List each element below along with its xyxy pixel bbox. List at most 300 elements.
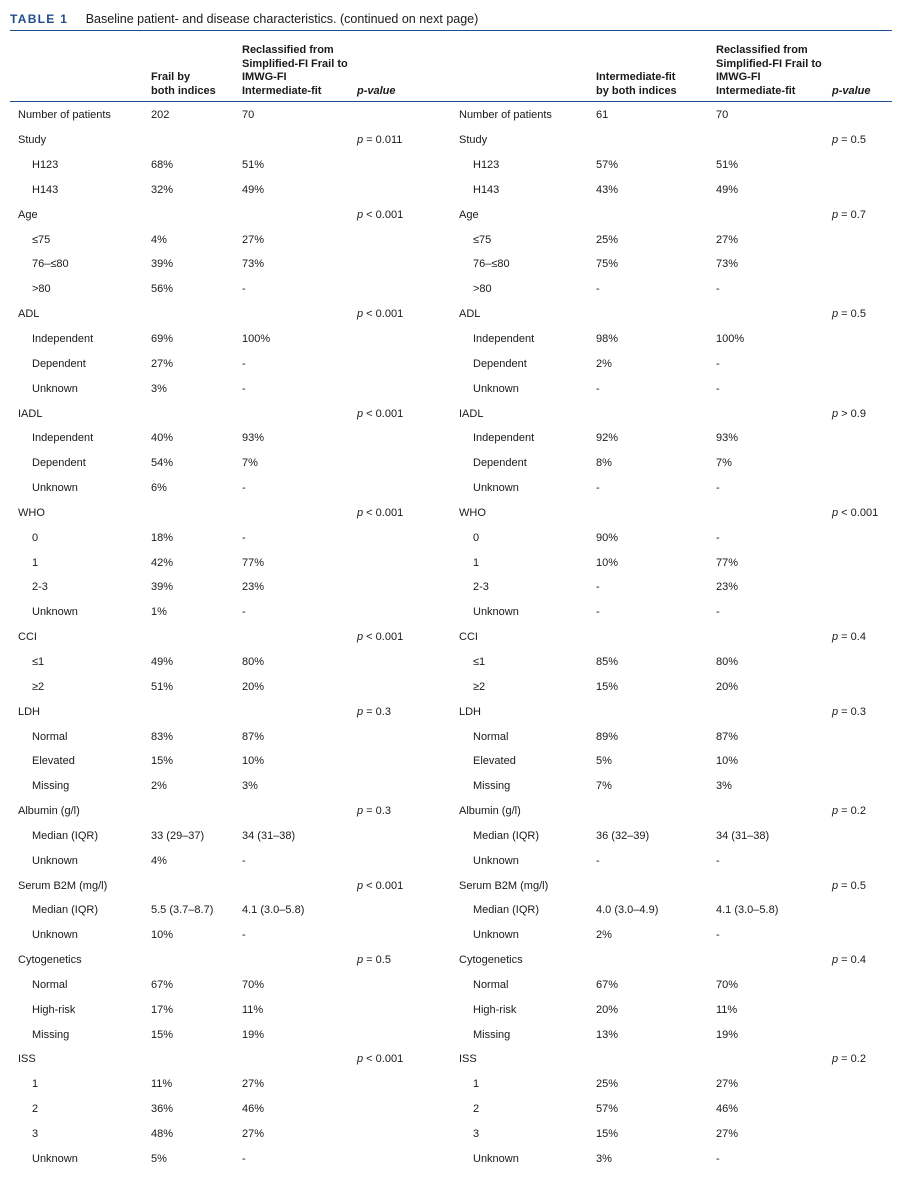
p-value-cell: p = 0.5 <box>357 954 391 967</box>
p-value-cell <box>357 426 450 451</box>
value-cell <box>242 302 357 327</box>
p-value-cell <box>357 525 450 550</box>
right-table-row <box>451 973 896 998</box>
value-cell: 10% <box>242 755 265 768</box>
p-value-cell <box>357 277 450 302</box>
right-table-row <box>451 351 896 376</box>
value-cell: 90% <box>596 531 619 544</box>
row-label: Unknown <box>473 929 519 942</box>
value-cell: 7% <box>596 780 612 793</box>
right-table-row <box>451 302 896 327</box>
left-table-row <box>10 327 450 352</box>
value-cell: 51% <box>151 680 174 693</box>
value-cell: 100% <box>716 333 745 346</box>
value-cell <box>596 873 716 898</box>
p-value-cell: p = 0.4 <box>832 954 866 967</box>
row-label: Missing <box>32 780 70 793</box>
row-label: 0 <box>473 531 480 544</box>
value-cell: 70% <box>716 978 739 991</box>
value-cell <box>151 873 242 898</box>
value-cell: 70 <box>716 109 729 122</box>
value-cell: 56% <box>151 283 174 296</box>
p-value-cell <box>357 351 450 376</box>
p-value-cell <box>832 674 896 699</box>
p-value-cell <box>832 823 896 848</box>
value-cell: 75% <box>596 258 619 271</box>
row-label: Dependent <box>473 357 527 370</box>
row-label: CCI <box>459 631 478 644</box>
row-label: Albumin (g/l) <box>459 805 521 818</box>
row-label: Normal <box>32 730 68 743</box>
value-cell: - <box>716 531 720 544</box>
p-value-cell: p = 0.5 <box>832 134 866 147</box>
value-cell: 27% <box>242 233 265 246</box>
left-table-row <box>10 550 450 575</box>
row-label: Elevated <box>32 755 75 768</box>
p-value-cell <box>832 774 896 799</box>
p-value-cell <box>357 923 450 948</box>
value-cell <box>596 948 716 973</box>
value-cell: 67% <box>596 978 619 991</box>
row-label: 76–≤80 <box>32 258 69 271</box>
row-label: Normal <box>32 978 68 991</box>
right-header-p-value: p-value <box>832 84 871 97</box>
value-cell: 4% <box>151 233 167 246</box>
p-value-cell: p < 0.001 <box>357 1053 404 1066</box>
p-value-cell: p = 0.2 <box>832 805 866 818</box>
p-value-cell: p = 0.3 <box>832 705 866 718</box>
row-label: Number of patients <box>459 109 552 122</box>
value-cell: 57% <box>596 1103 619 1116</box>
p-value-cell <box>357 1022 450 1047</box>
row-label: Normal <box>473 730 509 743</box>
value-cell <box>151 699 242 724</box>
p-value-cell <box>832 227 896 252</box>
value-cell: 61 <box>596 109 609 122</box>
left-table-row <box>10 1122 450 1147</box>
value-cell: 25% <box>596 1078 619 1091</box>
right-table-row <box>451 476 896 501</box>
p-value-cell <box>357 650 450 675</box>
row-label: IADL <box>459 407 484 420</box>
value-cell: 10% <box>151 929 174 942</box>
right-table-row <box>451 799 896 824</box>
value-cell <box>716 501 832 526</box>
value-cell: 57% <box>596 159 619 172</box>
p-value-cell: p = 0.7 <box>832 208 866 221</box>
p-value-cell: p < 0.001 <box>357 308 404 321</box>
value-cell: 23% <box>242 581 265 594</box>
right-table-row <box>451 997 896 1022</box>
value-cell: 18% <box>151 531 174 544</box>
p-value-cell: p < 0.001 <box>357 506 404 519</box>
left-table-row <box>10 799 450 824</box>
row-label: Unknown <box>473 1152 519 1165</box>
value-cell: 49% <box>151 655 174 668</box>
row-label: >80 <box>473 283 492 296</box>
right-table-row <box>451 451 896 476</box>
row-label: Unknown <box>32 929 78 942</box>
right-table-row <box>451 1022 896 1047</box>
p-value-cell <box>357 1072 450 1097</box>
value-cell: 19% <box>716 1028 739 1041</box>
value-cell: - <box>242 382 246 395</box>
value-cell <box>151 302 242 327</box>
value-cell: 49% <box>242 183 265 196</box>
value-cell: 42% <box>151 556 174 569</box>
p-value-cell <box>832 898 896 923</box>
left-table-row <box>10 749 450 774</box>
row-label: H143 <box>473 183 500 196</box>
left-table-row <box>10 873 450 898</box>
right-table-row <box>451 898 896 923</box>
left-table-row <box>10 277 450 302</box>
p-value-cell <box>832 376 896 401</box>
p-value-cell <box>357 600 450 625</box>
value-cell: - <box>596 581 600 594</box>
right-table-row <box>451 376 896 401</box>
row-label: Age <box>459 208 479 221</box>
value-cell <box>242 625 357 650</box>
value-cell <box>151 799 242 824</box>
p-value-cell <box>357 823 450 848</box>
row-label: 1 <box>32 556 39 569</box>
value-cell: 4.1 (3.0–5.8) <box>242 904 305 917</box>
p-value-cell <box>832 973 896 998</box>
left-table-row <box>10 898 450 923</box>
p-value-cell <box>832 1122 896 1147</box>
value-cell: - <box>242 1152 246 1165</box>
value-cell: 20% <box>716 680 739 693</box>
right-table-row <box>451 674 896 699</box>
value-cell: - <box>242 531 246 544</box>
p-value-cell <box>357 898 450 923</box>
row-label: Serum B2M (mg/l) <box>459 879 549 892</box>
left-table-row <box>10 823 450 848</box>
value-cell: - <box>716 854 720 867</box>
value-cell: - <box>242 482 246 495</box>
left-table-row <box>10 1022 450 1047</box>
value-cell: 34 (31–38) <box>716 829 770 842</box>
value-cell: 11% <box>151 1078 173 1091</box>
value-cell: 7% <box>716 457 732 470</box>
value-cell: 87% <box>242 730 265 743</box>
left-table-row <box>10 774 450 799</box>
p-value-cell <box>832 575 896 600</box>
left-table-row <box>10 1146 450 1171</box>
value-cell: 3% <box>242 780 258 793</box>
row-label: ISS <box>459 1053 477 1066</box>
value-cell: 87% <box>716 730 739 743</box>
value-cell: 15% <box>151 1028 174 1041</box>
value-cell: 27% <box>716 1128 739 1141</box>
value-cell: 54% <box>151 457 174 470</box>
value-cell: 46% <box>716 1103 739 1116</box>
value-cell: - <box>716 283 720 296</box>
row-label: 3 <box>32 1128 39 1141</box>
p-value-cell <box>832 426 896 451</box>
p-value-cell: p = 0.5 <box>832 879 866 892</box>
row-label: Age <box>18 208 38 221</box>
value-cell <box>151 1047 242 1072</box>
value-cell: 27% <box>151 357 174 370</box>
table-caption <box>10 10 890 28</box>
row-label: ≤75 <box>473 233 492 246</box>
value-cell: 48% <box>151 1128 174 1141</box>
value-cell: 5.5 (3.7–8.7) <box>151 904 214 917</box>
right-table-row <box>451 401 896 426</box>
value-cell: - <box>716 929 720 942</box>
row-label: Number of patients <box>18 109 111 122</box>
row-label: Independent <box>32 432 94 445</box>
value-cell: 77% <box>716 556 739 569</box>
right-header-reclassified: Reclassified from Simplified-FI Frail to IMWG-FI Intermediate-fit <box>716 44 822 97</box>
p-value-cell <box>832 327 896 352</box>
row-label: Unknown <box>32 382 78 395</box>
value-cell: - <box>242 606 246 619</box>
right-table-row <box>451 923 896 948</box>
row-label: Unknown <box>32 1152 78 1165</box>
value-cell: - <box>716 482 720 495</box>
value-cell: 10% <box>716 755 739 768</box>
value-cell: - <box>596 482 600 495</box>
value-cell: 80% <box>242 655 265 668</box>
row-label: 76–≤80 <box>473 258 510 271</box>
value-cell: 6% <box>151 482 167 495</box>
row-label: 3 <box>473 1128 480 1141</box>
value-cell: - <box>242 283 246 296</box>
value-cell: 46% <box>242 1103 265 1116</box>
value-cell: - <box>716 606 720 619</box>
right-table-row <box>451 1122 896 1147</box>
right-table-row <box>451 426 896 451</box>
value-cell <box>242 128 357 153</box>
value-cell: 27% <box>716 233 739 246</box>
table-title: Baseline patient- and disease characteristics. (continued on next page) <box>85 12 479 26</box>
left-table-row <box>10 476 450 501</box>
value-cell: - <box>716 357 720 370</box>
p-value-cell <box>357 103 450 128</box>
value-cell: 202 <box>151 109 170 122</box>
right-table-row <box>451 1097 896 1122</box>
value-cell: - <box>596 382 600 395</box>
left-table-row <box>10 848 450 873</box>
top-rule <box>10 30 892 31</box>
row-label: Albumin (g/l) <box>18 805 80 818</box>
left-table-row <box>10 202 450 227</box>
value-cell: 92% <box>596 432 619 445</box>
value-cell: 11% <box>242 1003 264 1016</box>
value-cell: 39% <box>151 581 174 594</box>
value-cell: 3% <box>716 780 732 793</box>
right-table-row <box>451 202 896 227</box>
right-table-row <box>451 525 896 550</box>
p-value-cell <box>357 451 450 476</box>
right-table-row <box>451 178 896 203</box>
value-cell: 3% <box>151 382 167 395</box>
row-label: Cytogenetics <box>18 954 82 967</box>
p-value-cell <box>357 774 450 799</box>
p-value-cell: p < 0.001 <box>357 879 404 892</box>
value-cell: 51% <box>716 159 739 172</box>
right-table-row <box>451 823 896 848</box>
left-table-row <box>10 103 450 128</box>
row-label: Study <box>459 134 488 147</box>
value-cell <box>151 625 242 650</box>
p-value-cell <box>357 848 450 873</box>
left-table-row <box>10 451 450 476</box>
p-value-cell: p > 0.9 <box>832 407 866 420</box>
left-table-row <box>10 948 450 973</box>
right-table-row <box>451 550 896 575</box>
p-value-cell <box>832 650 896 675</box>
value-cell <box>242 401 357 426</box>
p-value-cell <box>832 178 896 203</box>
value-cell: 10% <box>596 556 619 569</box>
value-cell: - <box>596 283 600 296</box>
value-cell: 5% <box>596 755 612 768</box>
left-table-row <box>10 401 450 426</box>
row-label: Dependent <box>32 457 86 470</box>
value-cell: 25% <box>596 233 619 246</box>
row-label: ADL <box>459 308 481 321</box>
p-value-cell <box>832 252 896 277</box>
p-value-cell <box>357 724 450 749</box>
row-label: ≤1 <box>32 655 45 668</box>
left-table-row <box>10 650 450 675</box>
right-table-row <box>451 600 896 625</box>
row-label: IADL <box>18 407 43 420</box>
row-label: 1 <box>32 1078 39 1091</box>
left-table-row <box>10 674 450 699</box>
value-cell <box>716 202 832 227</box>
right-table-row <box>451 128 896 153</box>
value-cell: 19% <box>242 1028 265 1041</box>
p-value-cell <box>357 973 450 998</box>
row-label: ≤75 <box>32 233 51 246</box>
left-table-row <box>10 178 450 203</box>
p-value-cell: p = 0.3 <box>357 805 391 818</box>
value-cell <box>596 302 716 327</box>
value-cell: 83% <box>151 730 174 743</box>
value-cell <box>596 799 716 824</box>
p-value-cell: p < 0.001 <box>357 407 404 420</box>
p-value-cell <box>357 1122 450 1147</box>
value-cell: 49% <box>716 183 739 196</box>
p-value-cell <box>357 476 450 501</box>
value-cell: 77% <box>242 556 265 569</box>
value-cell: - <box>242 929 246 942</box>
left-table-row <box>10 600 450 625</box>
left-table <box>10 103 450 1171</box>
p-value-cell <box>357 1146 450 1171</box>
p-value-cell <box>832 451 896 476</box>
left-table-row <box>10 128 450 153</box>
value-cell: 67% <box>151 978 174 991</box>
right-table-row <box>451 227 896 252</box>
right-table-row <box>451 1072 896 1097</box>
value-cell: 85% <box>596 655 619 668</box>
row-label: 2 <box>473 1103 480 1116</box>
row-label: Independent <box>473 432 535 445</box>
value-cell <box>242 873 357 898</box>
value-cell: 20% <box>596 1003 619 1016</box>
row-label: WHO <box>459 506 486 519</box>
value-cell: 93% <box>716 432 739 445</box>
value-cell <box>716 699 832 724</box>
row-label: Serum B2M (mg/l) <box>18 879 108 892</box>
value-cell: 33 (29–37) <box>151 829 205 842</box>
p-value-cell <box>357 575 450 600</box>
value-cell <box>596 128 716 153</box>
p-value-cell <box>832 1097 896 1122</box>
p-value-cell <box>832 749 896 774</box>
value-cell <box>242 202 357 227</box>
row-label: ADL <box>18 308 40 321</box>
left-table-row <box>10 501 450 526</box>
value-cell: 27% <box>716 1078 739 1091</box>
p-value-cell <box>357 376 450 401</box>
value-cell: 4% <box>151 854 167 867</box>
value-cell <box>151 401 242 426</box>
p-value-cell <box>357 327 450 352</box>
value-cell: 100% <box>242 333 271 346</box>
row-label: Unknown <box>473 854 519 867</box>
right-table-row <box>451 774 896 799</box>
left-table-row <box>10 525 450 550</box>
value-cell <box>596 202 716 227</box>
row-label: 2-3 <box>473 581 489 594</box>
p-value-cell <box>832 103 896 128</box>
value-cell <box>596 401 716 426</box>
p-value-cell <box>832 1022 896 1047</box>
right-table-row <box>451 501 896 526</box>
value-cell: 34 (31–38) <box>242 829 296 842</box>
left-table-row <box>10 923 450 948</box>
p-value-cell: p = 0.4 <box>832 631 866 644</box>
left-table-row <box>10 724 450 749</box>
right-table-row <box>451 650 896 675</box>
value-cell <box>242 948 357 973</box>
right-table-row <box>451 724 896 749</box>
row-label: LDH <box>459 705 482 718</box>
left-header-frail-both: Frail by both indices <box>151 71 216 97</box>
value-cell: 73% <box>242 258 265 271</box>
value-cell <box>151 128 242 153</box>
p-value-cell <box>832 525 896 550</box>
value-cell: - <box>716 382 720 395</box>
p-value-cell <box>832 277 896 302</box>
p-value-cell <box>832 923 896 948</box>
left-table-row <box>10 699 450 724</box>
row-label: Missing <box>473 1028 511 1041</box>
value-cell: 98% <box>596 333 619 346</box>
row-label: >80 <box>32 283 51 296</box>
value-cell <box>242 699 357 724</box>
row-label: Dependent <box>32 357 86 370</box>
value-cell <box>716 401 832 426</box>
row-label: H143 <box>32 183 59 196</box>
value-cell: 23% <box>716 581 739 594</box>
value-cell: 89% <box>596 730 619 743</box>
row-label: 1 <box>473 1078 480 1091</box>
value-cell <box>242 501 357 526</box>
value-cell: 68% <box>151 159 174 172</box>
value-cell: 93% <box>242 432 265 445</box>
p-value-cell <box>832 153 896 178</box>
row-label: Dependent <box>473 457 527 470</box>
value-cell: 73% <box>716 258 739 271</box>
